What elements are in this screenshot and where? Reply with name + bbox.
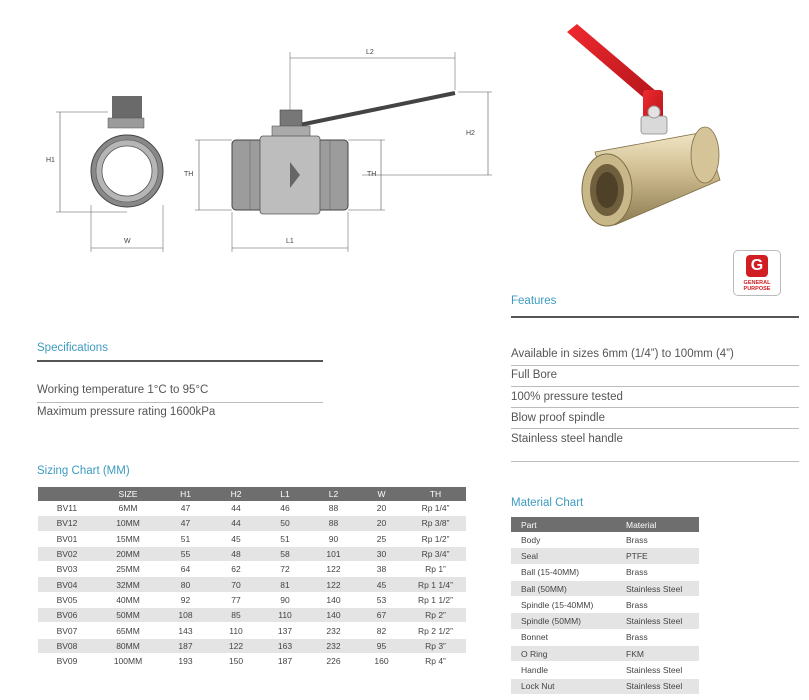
dim-l2: L2	[366, 49, 374, 56]
table-row	[511, 564, 699, 580]
cell: 193	[160, 653, 211, 668]
cell: Rp 1 1/4”	[405, 577, 466, 592]
cell: BV09	[38, 653, 96, 668]
spec-item: Working temperature 1°C to 95°C	[37, 384, 209, 396]
divider	[511, 407, 799, 408]
specifications-rule	[37, 360, 323, 362]
cell: 81	[261, 577, 309, 592]
cell: 20	[358, 516, 405, 531]
table-row	[38, 546, 466, 561]
dim-th-left: TH	[184, 171, 194, 178]
column-header: H1	[160, 487, 211, 501]
cell: 88	[309, 516, 358, 531]
badge-line1: GENERAL	[743, 280, 771, 286]
cell: Spindle (50MM)	[511, 613, 616, 629]
cell: Bonnet	[511, 629, 616, 645]
table-row	[511, 646, 699, 662]
cell: Lock Nut	[511, 678, 616, 694]
cell: 10MM	[96, 516, 160, 531]
cell: 55	[160, 546, 211, 561]
cell: Brass	[616, 532, 699, 548]
cell: 92	[160, 592, 211, 607]
cell: PTFE	[616, 548, 699, 564]
cell: Rp 2 1/2”	[405, 623, 466, 638]
cell: 25	[358, 531, 405, 546]
material-chart-table	[511, 517, 699, 695]
cell: 137	[261, 623, 309, 638]
column-header	[38, 487, 96, 501]
table-row	[38, 516, 466, 531]
divider	[511, 386, 799, 387]
cell: 77	[211, 592, 261, 607]
sizing-chart-table	[38, 487, 466, 669]
features-rule	[511, 316, 799, 318]
cell: 226	[309, 653, 358, 668]
divider	[37, 402, 323, 403]
dim-th-right: TH	[367, 171, 377, 178]
column-header: TH	[405, 487, 466, 501]
cell: BV02	[38, 546, 96, 561]
cell: Rp 4”	[405, 653, 466, 668]
cell: Stainless Steel	[616, 613, 699, 629]
cell: 50	[261, 516, 309, 531]
cell: 70	[211, 577, 261, 592]
feature-item: Full Bore	[511, 369, 558, 381]
table-row	[38, 501, 466, 516]
divider	[511, 461, 799, 462]
cell: 80	[160, 577, 211, 592]
table-row	[38, 577, 466, 592]
cell: 58	[261, 546, 309, 561]
cell: 20MM	[96, 546, 160, 561]
cell: Rp 3/8”	[405, 516, 466, 531]
column-header: Part	[511, 517, 616, 532]
cell: 46	[261, 501, 309, 516]
cell: 90	[261, 592, 309, 607]
cell: 163	[261, 638, 309, 653]
specifications-title: Specifications	[37, 342, 108, 354]
cell: BV12	[38, 516, 96, 531]
ball-valve-photo	[555, 20, 725, 240]
cell: Seal	[511, 548, 616, 564]
dim-w: W	[124, 238, 131, 245]
cell: O Ring	[511, 646, 616, 662]
cell: 88	[309, 501, 358, 516]
column-header: Material	[616, 517, 699, 532]
material-chart-title: Material Chart	[511, 497, 584, 509]
cell: 51	[261, 531, 309, 546]
cell: Ball (50MM)	[511, 580, 616, 596]
dim-h2: H2	[466, 130, 475, 137]
table-row	[38, 653, 466, 668]
badge-letter: G	[746, 255, 768, 277]
table-row	[511, 548, 699, 564]
valve-technical-drawing	[0, 0, 500, 260]
divider	[511, 365, 799, 366]
column-header: SIZE	[96, 487, 160, 501]
feature-item: 100% pressure tested	[511, 391, 623, 403]
table-row	[38, 592, 466, 607]
column-header: H2	[211, 487, 261, 501]
cell: 95	[358, 638, 405, 653]
table-row	[38, 531, 466, 546]
cell: 45	[211, 531, 261, 546]
spec-item: Maximum pressure rating 1600kPa	[37, 406, 216, 418]
cell: 47	[160, 516, 211, 531]
cell: 160	[358, 653, 405, 668]
table-row	[38, 638, 466, 653]
cell: Rp 2”	[405, 608, 466, 623]
column-header: L1	[261, 487, 309, 501]
cell: Stainless Steel	[616, 678, 699, 694]
cell: 110	[261, 608, 309, 623]
cell: Rp 1 1/2”	[405, 592, 466, 607]
cell: 232	[309, 638, 358, 653]
cell: FKM	[616, 646, 699, 662]
cell: 65MM	[96, 623, 160, 638]
cell: 47	[160, 501, 211, 516]
side-view	[184, 49, 492, 252]
cell: 122	[211, 638, 261, 653]
cell: BV11	[38, 501, 96, 516]
cell: BV08	[38, 638, 96, 653]
table-row	[511, 662, 699, 678]
table-header-row	[511, 517, 699, 532]
cell: Stainless Steel	[616, 580, 699, 596]
table-header-row	[38, 487, 466, 501]
cell: 122	[309, 562, 358, 577]
divider	[511, 428, 799, 429]
feature-item: Blow proof spindle	[511, 412, 605, 424]
table-row	[38, 562, 466, 577]
cell: Spindle (15-40MM)	[511, 597, 616, 613]
cell: BV06	[38, 608, 96, 623]
cell: Ball (15-40MM)	[511, 564, 616, 580]
cell: 25MM	[96, 562, 160, 577]
cell: 108	[160, 608, 211, 623]
cell: Brass	[616, 564, 699, 580]
dim-h1: H1	[46, 157, 55, 164]
cell: 100MM	[96, 653, 160, 668]
table-row	[511, 613, 699, 629]
cell: BV01	[38, 531, 96, 546]
cell: Brass	[616, 597, 699, 613]
table-row	[511, 580, 699, 596]
cell: 140	[309, 592, 358, 607]
cell: 187	[261, 653, 309, 668]
cell: BV05	[38, 592, 96, 607]
cell: 6MM	[96, 501, 160, 516]
cell: 101	[309, 546, 358, 561]
cell: 15MM	[96, 531, 160, 546]
sizing-chart-title: Sizing Chart (MM)	[37, 465, 130, 477]
cell: 143	[160, 623, 211, 638]
cell: 85	[211, 608, 261, 623]
cell: 44	[211, 501, 261, 516]
table-row	[511, 629, 699, 645]
cell: 110	[211, 623, 261, 638]
cell: Handle	[511, 662, 616, 678]
cell: Rp 3”	[405, 638, 466, 653]
cell: Rp 1”	[405, 562, 466, 577]
cell: 40MM	[96, 592, 160, 607]
badge-line2: PURPOSE	[743, 286, 771, 292]
cell: Rp 1/4”	[405, 501, 466, 516]
feature-item: Stainless steel handle	[511, 433, 623, 445]
cell: 30	[358, 546, 405, 561]
cell: Body	[511, 532, 616, 548]
cell: 90	[309, 531, 358, 546]
cell: 140	[309, 608, 358, 623]
general-purpose-badge	[733, 250, 781, 296]
cell: 64	[160, 562, 211, 577]
column-header: W	[358, 487, 405, 501]
cell: Brass	[616, 629, 699, 645]
column-header: L2	[309, 487, 358, 501]
cell: Stainless Steel	[616, 662, 699, 678]
cell: 232	[309, 623, 358, 638]
cell: 80MM	[96, 638, 160, 653]
cell: BV07	[38, 623, 96, 638]
cell: BV03	[38, 562, 96, 577]
cell: 44	[211, 516, 261, 531]
cell: 32MM	[96, 577, 160, 592]
cell: 45	[358, 577, 405, 592]
cell: 53	[358, 592, 405, 607]
table-row	[511, 597, 699, 613]
cell: 67	[358, 608, 405, 623]
table-row	[511, 532, 699, 548]
cell: 187	[160, 638, 211, 653]
cell: 51	[160, 531, 211, 546]
cell: 72	[261, 562, 309, 577]
table-row	[38, 623, 466, 638]
features-title: Features	[511, 295, 557, 307]
cell: 38	[358, 562, 405, 577]
cell: BV04	[38, 577, 96, 592]
cell: Rp 3/4”	[405, 546, 466, 561]
table-row	[38, 608, 466, 623]
cell: 62	[211, 562, 261, 577]
cell: Rp 1/2”	[405, 531, 466, 546]
cell: 48	[211, 546, 261, 561]
cell: 50MM	[96, 608, 160, 623]
cell: 20	[358, 501, 405, 516]
cell: 82	[358, 623, 405, 638]
cell: 150	[211, 653, 261, 668]
table-row	[511, 678, 699, 694]
dim-l1: L1	[286, 238, 294, 245]
front-view	[46, 96, 163, 252]
cell: 122	[309, 577, 358, 592]
feature-item: Available in sizes 6mm (1/4”) to 100mm (4”)	[511, 348, 734, 360]
